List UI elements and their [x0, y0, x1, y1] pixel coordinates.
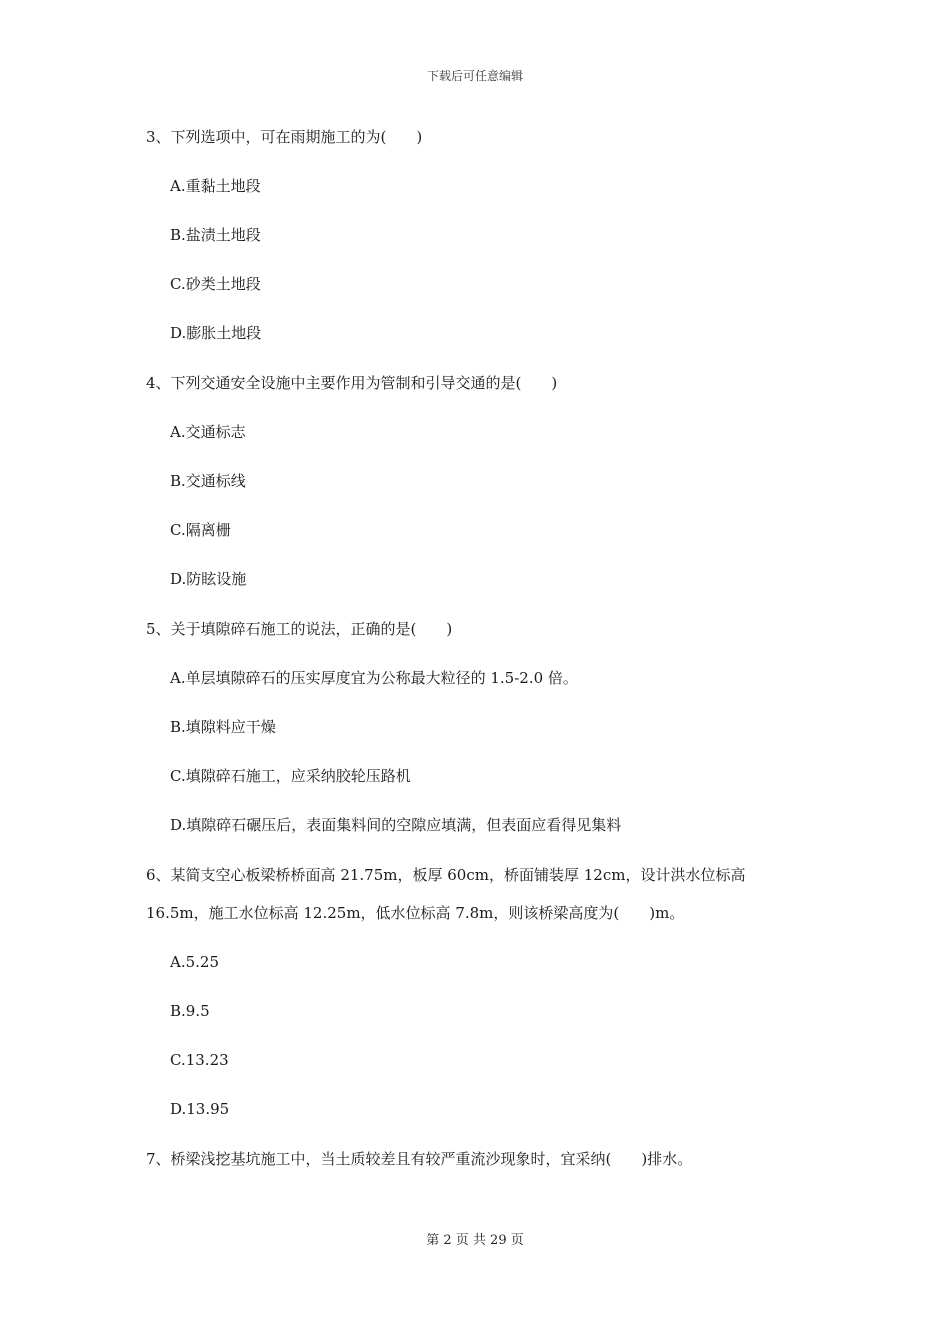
question-3-option-d: D.膨胀土地段 [170, 324, 262, 342]
question-7-stem: 7、桥梁浅挖基坑施工中，当土质较差且有较严重流沙现象时，宜采纳( )排水。 [146, 1150, 693, 1168]
page-footer: 第 2 页 共 29 页 [426, 1233, 524, 1248]
question-3-option-b: B.盐渍土地段 [170, 226, 261, 244]
question-6-option-b: B.9.5 [170, 1002, 210, 1020]
question-3-option-a: A.重黏土地段 [170, 177, 261, 195]
question-4-option-c: C.隔离栅 [170, 521, 231, 539]
page-header: 下载后可任意编辑 [426, 69, 523, 83]
question-5-option-b: B.填隙料应干燥 [170, 718, 276, 736]
question-5-option-c: C.填隙碎石施工，应采纳胶轮压路机 [170, 767, 411, 785]
question-6-option-c: C.13.23 [170, 1051, 229, 1069]
question-6-option-a: A.5.25 [170, 953, 219, 971]
question-5-stem: 5、关于填隙碎石施工的说法，正确的是( ) [146, 620, 453, 638]
question-4-stem: 4、下列交通安全设施中主要作用为管制和引导交通的是( ) [146, 374, 558, 392]
question-3-option-c: C.砂类土地段 [170, 275, 261, 293]
question-3-stem: 3、下列选项中，可在雨期施工的为( ) [146, 128, 423, 146]
question-6-stem-line-2: 16.5m，施工水位标高 12.25m，低水位标高 7.8m，则该桥梁高度为( )m。 [146, 904, 685, 922]
question-4-option-b: B.交通标线 [170, 472, 246, 490]
question-5-option-a: A.单层填隙碎石的压实厚度宜为公称最大粒径的 1.5-2.0 倍。 [170, 669, 578, 687]
question-6-option-d: D.13.95 [170, 1100, 230, 1118]
question-4-option-a: A.交通标志 [170, 423, 246, 441]
question-6-stem-line-1: 6、某简支空心板梁桥桥面高 21.75m，板厚 60cm，桥面铺装厚 12cm，设计洪水位标高 [146, 866, 746, 884]
question-5-option-d: D.填隙碎石碾压后，表面集料间的空隙应填满，但表面应看得见集料 [170, 816, 622, 834]
question-4-option-d: D.防眩设施 [170, 570, 247, 588]
